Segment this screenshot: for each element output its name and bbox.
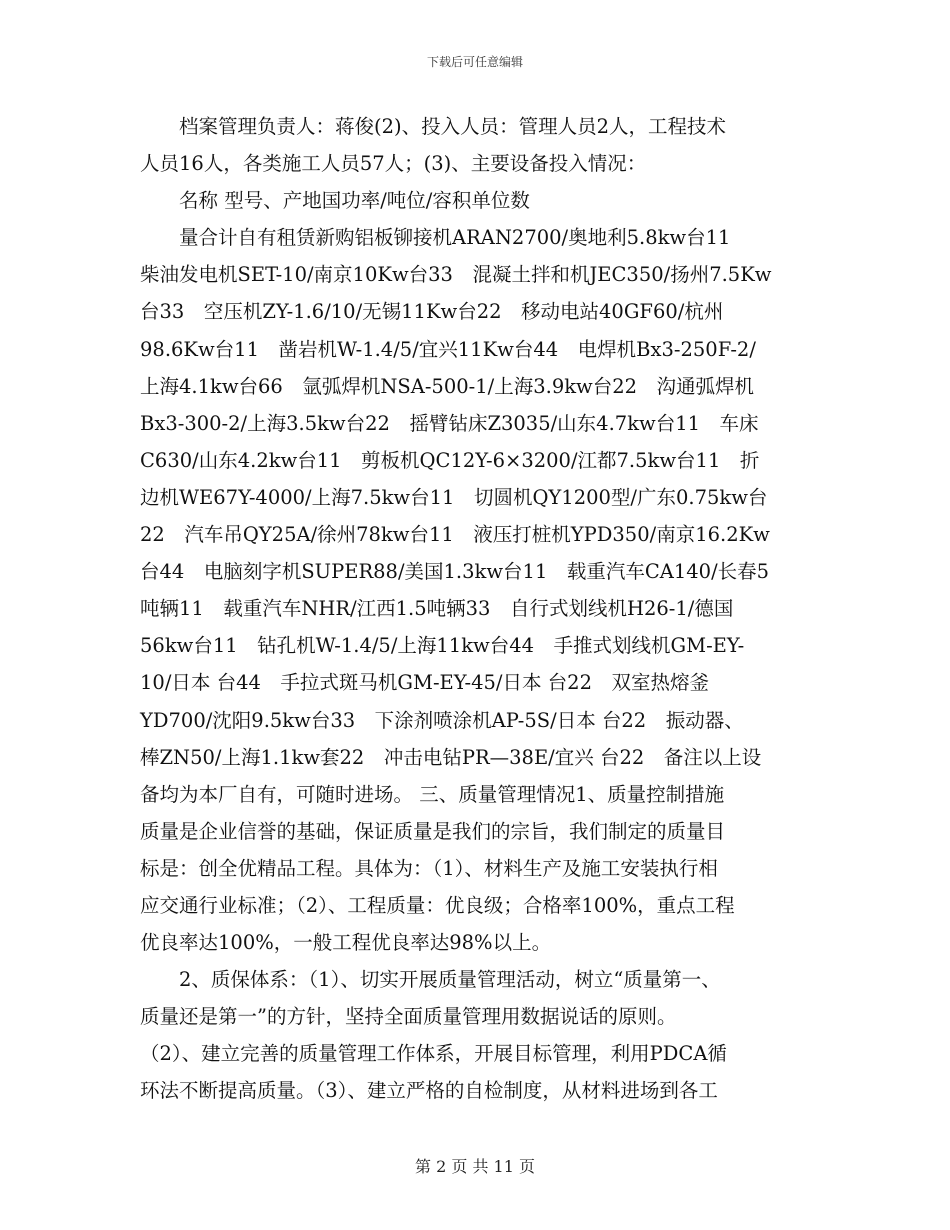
text-line: 2、质保体系：（1）、切实开展质量管理活动，树立“质量第一、 bbox=[140, 968, 721, 992]
text-line: 98.6Kw台11 凿岩机W-1.4/5/宜兴11Kw台44 电焊机Bx3-250F-2/ bbox=[140, 337, 756, 361]
text-line: 吨辆11 载重汽车NHR/江西1.5吨辆33 自行式划线机H26-1/德国 bbox=[140, 597, 734, 621]
text-line: Bx3-300-2/上海3.5kw台22 摇臂钻床Z3035/山东4.7kw台11 车床 bbox=[140, 411, 759, 435]
text-line: 标是：创全优精品工程。具体为：（1）、材料生产及施工安装执行相 bbox=[140, 856, 718, 880]
text-line: 质量是企业信誉的基础，保证质量是我们的宗旨，我们制定的质量目 bbox=[140, 819, 726, 843]
text-line: YD700/沈阳9.5kw台33 下涂剂喷涂机AP-5S/日本 台22 振动器、 bbox=[140, 708, 744, 732]
text-line: 质量还是第一”的方针，坚持全面质量管理用数据说话的原则。 bbox=[140, 1005, 677, 1029]
text-line: 柴油发电机SET-10/南京10Kw台33 混凝土拌和机JEC350/扬州7.5Kw bbox=[140, 263, 772, 287]
text-line: 人员16人，各类施工人员57人；(3)、主要设备投入情况： bbox=[140, 152, 647, 176]
text-line: 环法不断提高质量。（3）、建立严格的自检制度，从材料进场到各工 bbox=[140, 1079, 718, 1103]
text-line: 10/日本 台44 手拉式斑马机GM-EY-45/日本 台22 双室热熔釜 bbox=[140, 671, 709, 695]
text-line: 22 汽车吊QY25A/徐州78kw台11 液压打桩机YPD350/南京16.2Kw bbox=[140, 523, 770, 547]
text-line: 名称 型号、产地国功率/吨位/容积单位数 bbox=[140, 189, 530, 213]
text-line: 台44 电脑刻字机SUPER88/美国1.3kw台11 载重汽车CA140/长春5 bbox=[140, 560, 770, 584]
text-line: 量合计自有租赁新购铝板铆接机ARAN2700/奥地利5.8kw台11 bbox=[140, 226, 731, 250]
page-footer: 第 2 页 共 11 页 bbox=[415, 1157, 535, 1176]
text-line: 台33 空压机ZY-1.6/10/无锡11Kw台22 移动电站40GF60/杭州 bbox=[140, 300, 724, 324]
text-line: 边机WE67Y-4000/上海7.5kw台11 切圆机QY1200型/广东0.75kw台 bbox=[140, 485, 768, 509]
text-line: 优良率达100%，一般工程优良率达98%以上。 bbox=[140, 931, 552, 955]
text-line: 档案管理负责人：蒋俊(2)、投入人员：管理人员2人，工程技术 bbox=[140, 115, 727, 138]
document-body bbox=[140, 108, 812, 1110]
text-line: （2）、建立完善的质量管理工作体系，开展目标管理，利用PDCA循 bbox=[140, 1042, 727, 1066]
text-line: 备均为本厂自有，可随时进场。 三、质量管理情况1、质量控制措施 bbox=[140, 782, 725, 806]
text-line: 棒ZN50/上海1.1kw套22 冲击电钻PR—38E/宜兴 台22 备注以上设 bbox=[140, 745, 762, 769]
text-line: 上海4.1kw台66 氩弧焊机NSA-500-1/上海3.9kw台22 沟通弧焊机 bbox=[140, 374, 755, 398]
text-line: 56kw台11 钻孔机W-1.4/5/上海11kw台44 手推式划线机GM-EY- bbox=[140, 634, 745, 658]
page-header: 下载后可任意编辑 bbox=[426, 55, 523, 69]
text-line: C630/山东4.2kw台11 剪板机QC12Y-6×3200/江都7.5kw台11 折 bbox=[140, 448, 760, 472]
text-line: 应交通行业标准；（2）、工程质量：优良级；合格率100%，重点工程 bbox=[140, 893, 735, 917]
